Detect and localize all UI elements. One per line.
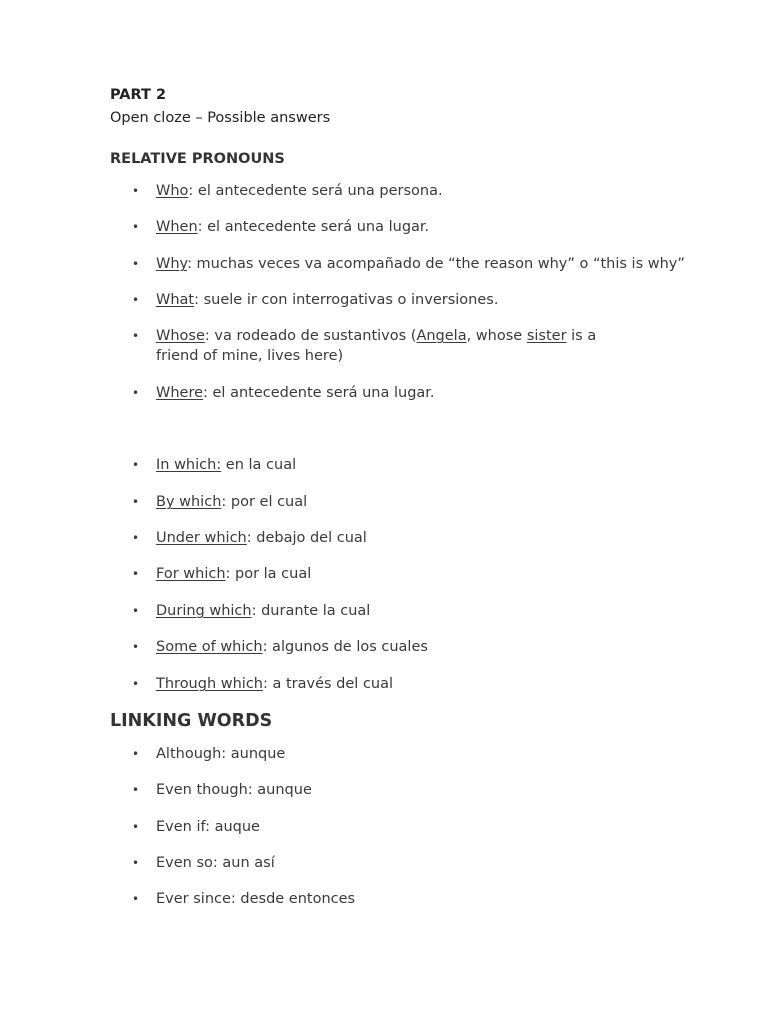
term: For which <box>156 566 226 582</box>
definition: : va rodeado de sustantivos ( <box>204 328 417 344</box>
bullet-icon: • <box>132 531 140 545</box>
list-item <box>132 564 656 584</box>
bullet-icon: • <box>132 184 140 198</box>
bullet-icon: • <box>132 495 140 509</box>
term: By which <box>156 494 222 510</box>
list-item <box>132 744 656 764</box>
bullet-icon: • <box>132 892 140 906</box>
bullet-icon: • <box>132 747 140 761</box>
definition: : durante la cual <box>251 603 371 619</box>
bullet-icon: • <box>132 677 140 691</box>
list-item <box>132 528 656 548</box>
list-item <box>132 455 656 475</box>
definition: : muchas veces va acompañado de “the reason why” o “this is why” <box>187 256 685 272</box>
definition: : suele ir con interrogativas o inversiones. <box>194 292 499 308</box>
list-item <box>132 853 656 873</box>
list-item <box>132 817 656 837</box>
part-title: PART 2 <box>110 87 167 103</box>
term: In which: <box>156 457 222 473</box>
definition: : el antecedente será una lugar. <box>203 385 435 401</box>
list-item <box>132 889 656 909</box>
list-item <box>132 217 656 237</box>
list-item <box>132 674 656 694</box>
definition: : el antecedente será una lugar. <box>197 219 430 235</box>
list-item <box>132 637 656 657</box>
definition: : debajo del cual <box>246 530 367 546</box>
bullet-icon: • <box>132 458 140 472</box>
example-word: sister <box>526 328 567 344</box>
linking-words-heading: LINKING WORDS <box>110 711 273 731</box>
definition: : por la cual <box>225 566 312 582</box>
bullet-icon: • <box>132 257 140 271</box>
list-item <box>132 326 636 366</box>
bullet-icon: • <box>132 856 140 870</box>
bullet-icon: • <box>132 329 140 343</box>
linking-word: Even if: auque <box>156 819 260 835</box>
term: What <box>156 292 195 308</box>
list-item <box>132 290 656 310</box>
relative-pronouns-heading: RELATIVE PRONOUNS <box>110 151 285 167</box>
definition-mid: , whose <box>466 328 527 344</box>
definition-rest: is a friend of mine, lives here) <box>156 328 597 364</box>
definition: : por el cual <box>221 494 308 510</box>
example-word: Angela <box>416 328 467 344</box>
bullet-icon: • <box>132 604 140 618</box>
linking-word: Although: aunque <box>156 746 286 762</box>
bullet-icon: • <box>132 567 140 581</box>
list-item <box>132 492 656 512</box>
bullet-icon: • <box>132 640 140 654</box>
term: Through which <box>156 676 263 692</box>
definition: en la cual <box>221 457 297 473</box>
term: Some of which <box>156 639 263 655</box>
list-item <box>132 383 656 403</box>
definition: : algunos de los cuales <box>262 639 428 655</box>
part-subtitle: Open cloze – Possible answers <box>110 110 331 126</box>
linking-word: Even so: aun así <box>156 855 275 871</box>
definition: : el antecedente será una persona. <box>188 183 443 199</box>
linking-word: Ever since: desde entonces <box>156 891 356 907</box>
bullet-icon: • <box>132 386 140 400</box>
list-item <box>132 181 656 201</box>
definition: : a través del cual <box>263 676 394 692</box>
term: Who <box>156 183 189 199</box>
term: When <box>156 219 198 235</box>
term: Where <box>156 385 204 401</box>
list-item <box>132 780 656 800</box>
bullet-icon: • <box>132 820 140 834</box>
list-item <box>132 254 696 274</box>
list-item <box>132 601 656 621</box>
linking-word: Even though: aunque <box>156 782 312 798</box>
term: Under which <box>156 530 247 546</box>
bullet-icon: • <box>132 220 140 234</box>
term: Why <box>156 256 188 272</box>
bullet-icon: • <box>132 783 140 797</box>
bullet-icon: • <box>132 293 140 307</box>
term: Whose <box>156 328 205 344</box>
term: During which <box>156 603 252 619</box>
